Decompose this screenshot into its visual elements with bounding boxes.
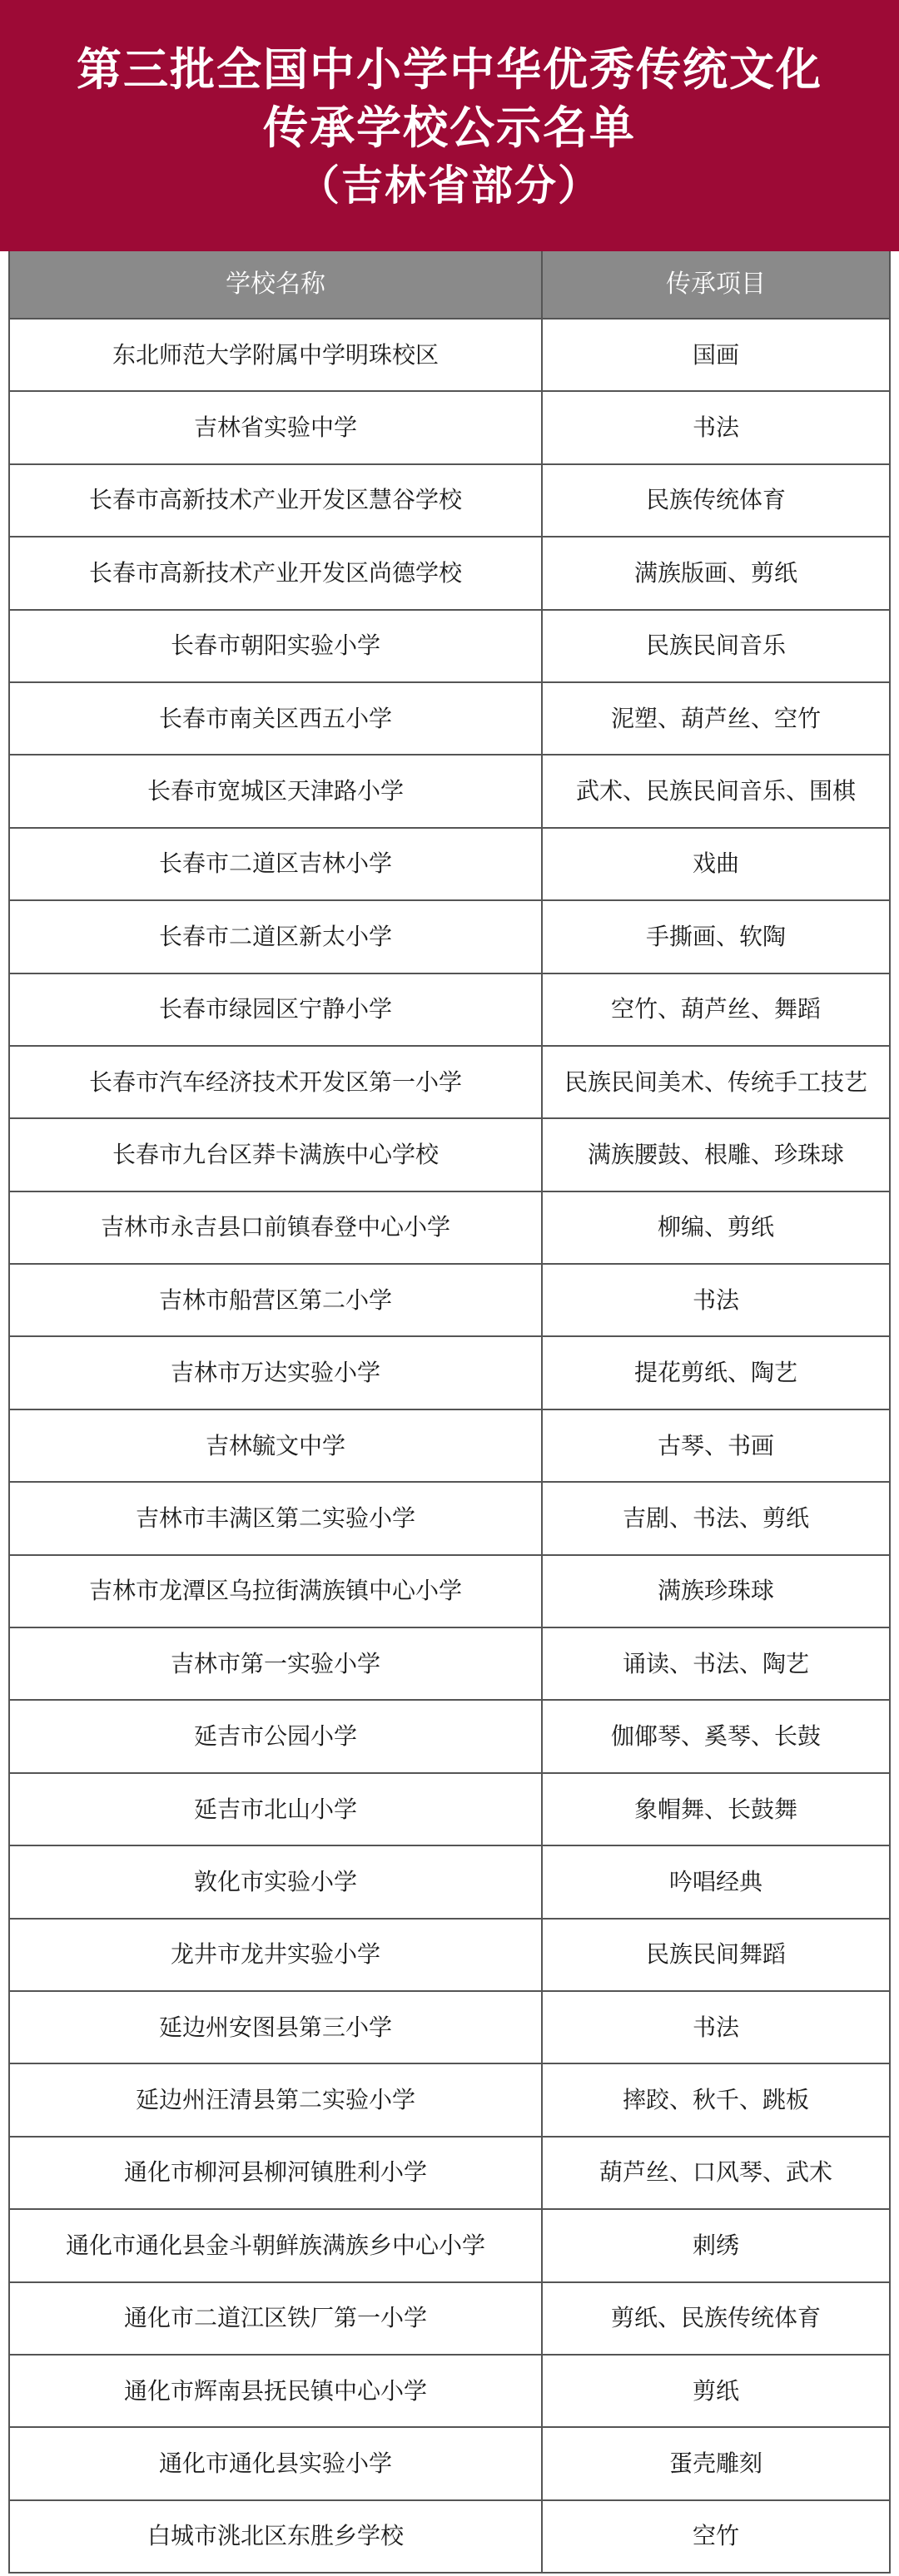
school-name-cell: 通化市通化县金斗朝鲜族满族乡中心小学	[10, 2210, 543, 2281]
table-row	[10, 611, 889, 683]
table-row	[10, 2356, 889, 2428]
table-row	[10, 1992, 889, 2064]
school-name-cell: 长春市九台区莽卡满族中心学校	[10, 1119, 543, 1190]
table-row	[10, 1628, 889, 1701]
school-name-cell: 长春市南关区西五小学	[10, 683, 543, 754]
school-name-cell: 龙井市龙井实验小学	[10, 1920, 543, 1990]
project-cell: 书法	[692, 414, 739, 442]
table-row	[10, 465, 889, 537]
table-row	[10, 320, 889, 392]
school-name-cell: 吉林市龙潭区乌拉街满族镇中心小学	[10, 1556, 543, 1627]
table-row	[10, 392, 889, 464]
project-cell: 蛋壳雕刻	[668, 2450, 762, 2478]
school-name-cell: 吉林市万达实验小学	[10, 1337, 543, 1408]
project-cell: 诵读、书法、陶艺	[622, 1649, 809, 1677]
school-name-cell: 吉林市永吉县口前镇春登中心小学	[10, 1192, 543, 1263]
table-row	[10, 1483, 889, 1555]
project-cell: 满族腰鼓、根雕、珍珠球	[587, 1140, 844, 1168]
table-row	[10, 1846, 889, 1919]
table-row	[10, 2064, 889, 2137]
school-name-cell: 长春市二道区吉林小学	[10, 829, 543, 899]
project-cell: 葫芦丝、口风琴、武术	[599, 2158, 832, 2187]
table-row	[10, 1119, 889, 1191]
school-name-cell: 长春市汽车经济技术开发区第一小学	[10, 1047, 543, 1117]
project-cell: 吉剧、书法、剪纸	[622, 1503, 809, 1532]
table-row	[10, 1192, 889, 1265]
project-cell: 古琴、书画	[657, 1431, 774, 1459]
title-line-2: 传承学校公示名单	[263, 101, 636, 154]
school-name-cell: 吉林市第一实验小学	[10, 1628, 543, 1699]
school-name-cell: 长春市高新技术产业开发区尚德学校	[10, 537, 543, 608]
project-cell: 武术、民族民间音乐、围棋	[575, 777, 856, 805]
school-name-cell: 延边州安图县第三小学	[10, 1992, 543, 2063]
school-name-cell: 延吉市公园小学	[10, 1701, 543, 1771]
table-row	[10, 1556, 889, 1628]
table-row	[10, 1337, 889, 1409]
table-row	[10, 2428, 889, 2500]
school-name-cell: 通化市二道江区铁厂第一小学	[10, 2283, 543, 2354]
project-cell: 民族传统体育	[645, 486, 786, 514]
school-name-cell: 敦化市实验小学	[10, 1846, 543, 1917]
project-cell: 剪纸、民族传统体育	[610, 2304, 821, 2332]
school-name-cell: 通化市辉南县抚民镇中心小学	[10, 2356, 543, 2426]
school-name-cell: 通化市通化县实验小学	[10, 2428, 543, 2499]
table-body	[10, 320, 889, 2574]
project-cell: 手撕画、软陶	[645, 922, 786, 950]
table-row	[10, 974, 889, 1047]
project-cell: 泥塑、葫芦丝、空竹	[610, 704, 821, 732]
project-cell: 吟唱经典	[668, 1867, 762, 1895]
project-cell: 满族珍珠球	[657, 1577, 774, 1605]
project-cell: 书法	[692, 1286, 739, 1314]
table-row	[10, 2138, 889, 2210]
project-cell: 伽倻琴、奚琴、长鼓	[610, 1722, 821, 1751]
table-row	[10, 901, 889, 973]
project-cell: 摔跤、秋千、跳板	[622, 2086, 809, 2114]
table-row	[10, 1265, 889, 1337]
school-name-cell: 长春市二道区新太小学	[10, 901, 543, 972]
table-row	[10, 2210, 889, 2282]
table-row	[10, 829, 889, 901]
table-row	[10, 537, 889, 610]
school-name-cell: 吉林市丰满区第二实验小学	[10, 1483, 543, 1553]
table-row	[10, 1701, 889, 1773]
school-name-cell: 延边州汪清县第二实验小学	[10, 2064, 543, 2135]
school-name-cell: 吉林毓文中学	[10, 1410, 543, 1481]
school-name-cell: 延吉市北山小学	[10, 1774, 543, 1845]
title-line-1: 第三批全国中小学中华优秀传统文化	[77, 42, 822, 96]
school-name-cell: 长春市朝阳实验小学	[10, 611, 543, 681]
school-name-cell: 吉林省实验中学	[10, 392, 543, 463]
school-name-cell: 长春市绿园区宁静小学	[10, 974, 543, 1045]
school-name-cell: 长春市宽城区天津路小学	[10, 755, 543, 826]
school-name-cell: 长春市高新技术产业开发区慧谷学校	[10, 465, 543, 536]
table-row	[10, 1920, 889, 1992]
school-name-cell: 东北师范大学附属中学明珠校区	[10, 320, 543, 390]
table-row	[10, 1047, 889, 1119]
school-name-cell: 通化市柳河县柳河镇胜利小学	[10, 2138, 543, 2208]
column-header-school: 学校名称	[10, 251, 543, 318]
project-cell: 象帽舞、长鼓舞	[633, 1795, 797, 1823]
project-cell: 书法	[692, 2013, 739, 2041]
table-row	[10, 2283, 889, 2356]
school-table	[8, 251, 891, 2574]
project-cell: 刺绣	[692, 2231, 739, 2259]
column-header-project: 传承项目	[666, 270, 766, 299]
table-row	[10, 2501, 889, 2574]
project-cell: 提花剪纸、陶艺	[633, 1359, 797, 1387]
table-row	[10, 1410, 889, 1483]
project-cell: 民族民间舞蹈	[645, 1940, 786, 1969]
table-row	[10, 683, 889, 755]
project-cell: 剪纸	[692, 2376, 739, 2405]
project-cell: 满族版画、剪纸	[633, 558, 797, 587]
project-cell: 戏曲	[692, 850, 739, 878]
project-cell: 国画	[692, 340, 739, 369]
title-banner	[0, 0, 899, 251]
project-cell: 民族民间音乐	[645, 632, 786, 660]
table-header-row	[10, 251, 889, 320]
school-name-cell: 吉林市船营区第二小学	[10, 1265, 543, 1335]
project-cell: 民族民间美术、传统手工技艺	[564, 1068, 867, 1096]
title-line-3: （吉林省部分）	[298, 161, 601, 210]
project-cell: 空竹、葫芦丝、舞蹈	[610, 995, 821, 1023]
school-name-cell: 白城市洮北区东胜乡学校	[10, 2501, 543, 2572]
project-cell: 空竹	[692, 2522, 739, 2550]
project-cell: 柳编、剪纸	[657, 1213, 774, 1241]
table-row	[10, 755, 889, 828]
table-row	[10, 1774, 889, 1846]
